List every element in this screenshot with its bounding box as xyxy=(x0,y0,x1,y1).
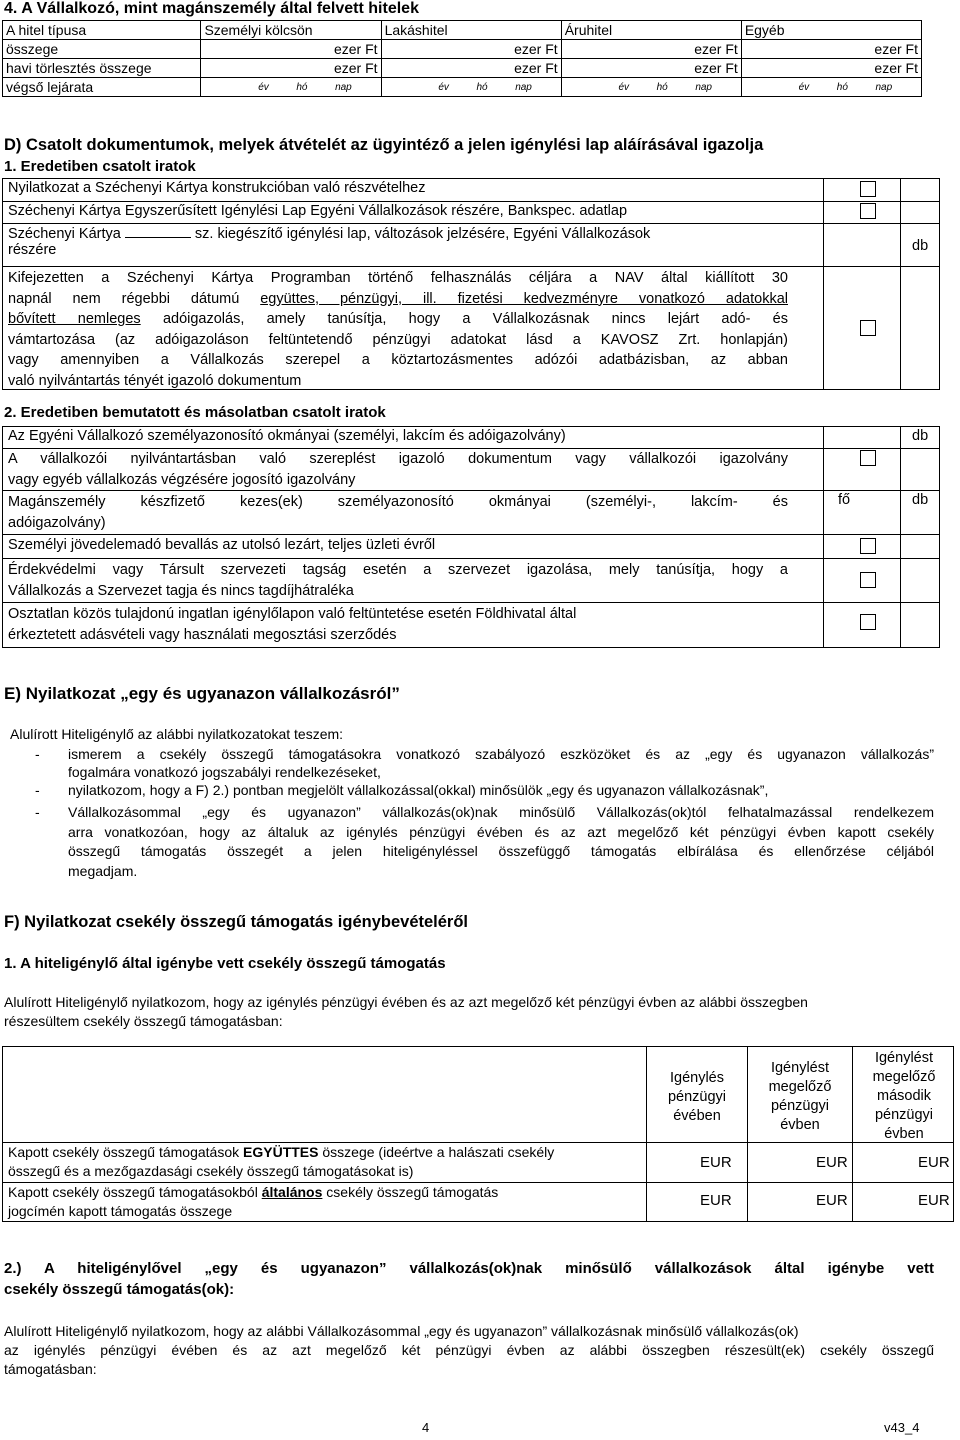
col-header-text: pénzügyi xyxy=(667,1089,727,1105)
eur-cell[interactable]: EUR xyxy=(918,1192,950,1209)
month-label: hó xyxy=(656,81,668,93)
statement-2: nyilatkozom, hogy a F) 2.) pontban megjelölt vállalkozással(okkal) minősülök „egy és ugyanazon vállalkozásnak”, xyxy=(68,782,769,798)
loan-due-cell[interactable] xyxy=(381,78,561,97)
loan-due-cell[interactable] xyxy=(741,78,921,97)
col-header-text: évben xyxy=(884,1126,924,1142)
loan-amount-cell[interactable]: ezer Ft xyxy=(561,40,741,59)
loans-header-row xyxy=(3,21,922,40)
section-e-title: E) Nyilatkozat „egy és ugyanazon vállalkozásról” xyxy=(4,684,400,703)
row-text: Kapott csekély összegű támogatások xyxy=(8,1144,244,1160)
nav-line-6: való nyilvántartás tényét igazoló dokumentum xyxy=(8,372,302,389)
row-total-support xyxy=(8,1143,648,1181)
land-line-1: Osztatlan közös tulajdonú ingatlan igénylőlapon való feltüntetése esetén Földhivatal által xyxy=(8,606,577,622)
section-f1-text-1: Alulírott Hiteligénylő nyilatkozom, hogy az igénylés pénzügyi évében és az azt megelőző két pénzügyi évben az alábbi összegben xyxy=(4,994,808,1010)
loan-installment-row xyxy=(3,59,922,78)
loan-installment-cell[interactable]: ezer Ft xyxy=(381,59,561,78)
col-header-text: megelőző xyxy=(768,1079,832,1095)
doc-row-szk-declaration: Nyilatkozat a Széchenyi Kártya konstrukcióban való részvételhez xyxy=(8,180,426,196)
nav-line-5: vagy amennyiben a Vállalkozás szerepel a köztartozásmentes adózói adatbázisban, az abban xyxy=(8,352,788,368)
page-number: 4 xyxy=(422,1420,430,1435)
loan-due-label: végső lejárata xyxy=(3,78,201,97)
loan-installment-cell[interactable]: ezer Ft xyxy=(201,59,381,78)
loan-due-row xyxy=(3,78,922,97)
col-header-text: pénzügyi xyxy=(770,1098,830,1114)
supplementary-form-label-cont: részére xyxy=(8,242,57,258)
loan-amount-cell[interactable]: ezer Ft xyxy=(381,40,561,59)
month-label: hó xyxy=(476,81,488,93)
row-total-line-1 xyxy=(8,1143,648,1162)
day-label: nap xyxy=(875,81,893,93)
bullet-dash: - xyxy=(35,782,40,798)
section-d-title: D) Csatolt dokumentumok, melyek átvételét az ügyintéző a jelen igénylési lap aláírásával igazolja xyxy=(4,136,764,154)
eur-cell[interactable]: EUR xyxy=(700,1192,732,1209)
doc-row-tax-return: Személyi jövedelemadó bevallás az utolsó lezárt, teljes üzleti évről xyxy=(8,537,436,553)
eur-cell[interactable]: EUR xyxy=(816,1192,848,1209)
row-text: összege (ideértve a halászati csekély xyxy=(318,1144,555,1160)
section-f1-title: 1. A hiteligénylő által igénybe vett csekély összegű támogatás xyxy=(4,955,446,972)
nav-text: napnál nem régebbi dátumú xyxy=(8,290,261,307)
consumer-loan-header: Áruhitel xyxy=(561,21,741,40)
eur-cell[interactable]: EUR xyxy=(918,1154,950,1171)
persons-unit-label: fő xyxy=(838,492,851,508)
section-e-intro: Alulírott Hiteligénylő az alábbi nyilatkozatokat teszem: xyxy=(10,726,344,742)
bullet-dash: - xyxy=(35,746,40,762)
statement-1-line-2: fogalmára vonatkozó jogszabályi rendelkezéseket, xyxy=(68,764,381,780)
section-f2-text xyxy=(4,1322,934,1379)
statement-1-line-1: ismerem a csekély összegű támogatásokra vonatkozó szabályozó eszközöket és az „egy és ugyanazon vállalkozás” xyxy=(68,746,934,762)
f2-text-line-2: az igénylés pénzügyi évében és az azt megelőző két pénzügyi évben az alábbi összegben részesült(ek) csekély összegű xyxy=(4,1342,934,1358)
col-header-current-year xyxy=(648,1069,746,1126)
col-header-text: megelőző xyxy=(872,1069,936,1085)
row-general-line-2: jogcímén kapott támogatás összege xyxy=(8,1203,233,1219)
col-header-previous-year xyxy=(749,1059,851,1135)
loan-installment-label: havi törlesztés összege xyxy=(3,59,201,78)
db-unit-label: db xyxy=(912,492,929,508)
szk-label: Széchenyi Kártya xyxy=(8,226,121,242)
doc-checkbox[interactable] xyxy=(860,320,876,336)
statement-1 xyxy=(68,745,934,781)
loan-amount-cell[interactable]: ezer Ft xyxy=(741,40,921,59)
loan-type-label: A hitel típusa xyxy=(3,21,201,40)
doc-row-land-registry xyxy=(8,604,788,645)
doc-row-membership xyxy=(8,560,788,601)
nav-underlined: bővített nemleges xyxy=(8,311,141,327)
doc-row-nav-certificate xyxy=(8,268,788,391)
doc-row-simplified-form: Széchenyi Kártya Egyszerűsített Igénylési Lap Egyéni Vállalkozások részére, Bankspec. adatlap xyxy=(8,203,628,219)
month-label: hó xyxy=(836,81,848,93)
col-header-text: Igénylést xyxy=(874,1050,934,1066)
statement-3 xyxy=(68,803,934,881)
db-unit-label: db xyxy=(912,428,929,444)
doc-checkbox[interactable] xyxy=(860,450,876,466)
row-total-line-2: összegű és a mezőgazdasági csekély összegű támogatásokat is) xyxy=(8,1163,414,1179)
loan-amount-row xyxy=(3,40,922,59)
housing-loan-header: Lakáshitel xyxy=(381,21,561,40)
other-loan-header: Egyéb xyxy=(741,21,921,40)
loan-due-cell[interactable] xyxy=(201,78,381,97)
section-4-title: 4. A Vállalkozó, mint magánszemély által felvett hitelek xyxy=(4,0,419,17)
loan-amount-label: összege xyxy=(3,40,201,59)
db-unit-label: db xyxy=(912,238,929,254)
nav-underlined: együttes, pénzügyi, ill. fizetési kedvezményre vonatkozó adatokkal xyxy=(260,290,788,307)
year-label: év xyxy=(438,81,449,93)
row-text-bold: EGYÜTTES xyxy=(243,1144,319,1160)
statement-3-line-2: arra vonatkozóan, hogy az általuk az igénylés pénzügyi évében és az azt megelőző két pénzügyi évben kapott csekély xyxy=(68,823,934,840)
row-text: Kapott csekély összegű támogatásokból xyxy=(8,1184,262,1200)
row-text-bold-underlined: általános xyxy=(261,1184,323,1200)
membership-line-1: Érdekvédelmi vagy Társult szervezeti tagság esetén a szervezet igazolása, mely tanúsítja, hogy a xyxy=(8,562,788,578)
nav-line-1: Kifejezetten a Széchenyi Kártya Programban történő felhasználás céljára a NAV által kiállított 30 xyxy=(8,270,788,286)
szk-number-field[interactable] xyxy=(125,225,191,238)
nav-line-4: vámtartozása (az adóigazoláson feltüntetendő pénzügyi adatokat lásd a KAVOSZ Zrt. honlapján) xyxy=(8,331,788,348)
doc-row-guarantor-ids xyxy=(8,492,788,533)
section-f-title: F) Nyilatkozat csekély összegű támogatás igénybevételéről xyxy=(4,913,469,931)
doc-row-registry xyxy=(8,449,788,490)
month-label: hó xyxy=(296,81,308,93)
year-label: év xyxy=(618,81,630,93)
section-d1-title: 1. Eredetiben csatolt iratok xyxy=(4,158,196,175)
f2-title-line-2: csekély összegű támogatás(ok): xyxy=(4,1281,235,1298)
eur-cell[interactable]: EUR xyxy=(700,1154,732,1171)
row-text: csekély összegű támogatás xyxy=(322,1184,499,1200)
section-d2-title: 2. Eredetiben bemutatott és másolatban csatolt iratok xyxy=(4,404,386,421)
personal-loan-header: Személyi kölcsön xyxy=(201,21,381,40)
loan-amount-cell[interactable]: ezer Ft xyxy=(201,40,381,59)
doc-row-supplementary-form xyxy=(8,225,808,258)
statement-3-line-1: Vállalkozásommal „egy és ugyanazon” vállalkozás(ok)nak minősülő Vállalkozás(ok)tól felhatalmazással rendelkezem xyxy=(68,804,934,820)
col-header-text: pénzügyi xyxy=(874,1107,934,1123)
registry-line-2: vagy egyéb vállalkozás végzésére jogosító igazolvány xyxy=(8,471,356,488)
f2-text-line-3: támogatásban: xyxy=(4,1361,97,1377)
f2-text-line-1: Alulírott Hiteligénylő nyilatkozom, hogy az alábbi Vállalkozásommal „egy és ugyanazon” vállalkozásnak minősülő vállalkozás(ok) xyxy=(4,1323,799,1339)
membership-line-2: Vállalkozás a Szervezet tagja és nincs tagdíjhátraléka xyxy=(8,582,354,599)
col-header-text: Igénylés xyxy=(669,1070,724,1086)
col-header-text: Igénylést xyxy=(770,1060,830,1076)
doc-row-id-documents: Az Egyéni Vállalkozó személyazonosító okmányai (személyi, lakcím és adóigazolvány) xyxy=(8,428,566,444)
year-label: év xyxy=(798,81,810,93)
version-label: v43_4 xyxy=(884,1420,920,1435)
loan-installment-cell[interactable]: ezer Ft xyxy=(741,59,921,78)
land-line-2: érkeztetett adásvételi vagy használati megosztási szerződés xyxy=(8,626,397,643)
row-general-support xyxy=(8,1183,648,1221)
loan-installment-cell[interactable]: ezer Ft xyxy=(561,59,741,78)
f2-title-line-1: 2.) A hiteligénylővel „egy és ugyanazon” vállalkozás(ok)nak minősülő vállalkozások által igénybe vett xyxy=(4,1260,934,1277)
nav-line-3 xyxy=(8,309,788,330)
bullet-dash: - xyxy=(35,804,40,820)
statement-3-line-3: összegű támogatás összegét a jelen hiteligényléssel összefüggő támogatás elbírálása és ellenőrzése céljából xyxy=(68,843,934,859)
registry-line-1: A vállalkozói nyilvántartásban való szereplést igazoló dokumentum vagy vállalkozói igazolvány xyxy=(8,451,788,467)
nav-text: adóigazolás, amely tanúsítja, hogy a Vállalkozásnak nincs lejárt adó- és xyxy=(140,311,788,327)
section-f2-title xyxy=(4,1258,934,1300)
loan-due-cell[interactable] xyxy=(561,78,741,97)
section-f1-text-2: részesültem csekély összegű támogatásban: xyxy=(4,1013,283,1029)
nav-line-2 xyxy=(8,289,788,310)
loans-table xyxy=(2,20,922,97)
doc-checkbox[interactable] xyxy=(860,572,876,588)
col-header-text: évben xyxy=(780,1117,820,1133)
day-label: nap xyxy=(695,81,712,93)
doc-checkbox[interactable] xyxy=(860,614,876,630)
col-header-text: második xyxy=(877,1088,931,1104)
col-header-second-previous-year xyxy=(854,1049,954,1144)
col-header-text: évében xyxy=(673,1108,721,1124)
supplementary-form-label: sz. kiegészítő igénylési lap, változások jelzésére, Egyéni Vállalkozások xyxy=(194,226,651,242)
eur-cell[interactable]: EUR xyxy=(816,1154,848,1171)
year-label: év xyxy=(258,81,269,93)
guarantor-line-1: Magánszemély készfizető kezes(ek) személyazonosító okmányai (személyi-, lakcím- és xyxy=(8,494,788,510)
day-label: nap xyxy=(515,81,532,93)
doc-checkbox[interactable] xyxy=(860,203,876,219)
doc-checkbox[interactable] xyxy=(860,181,876,197)
statement-3-line-4: megadjam. xyxy=(68,862,138,879)
day-label: nap xyxy=(335,81,352,93)
guarantor-line-2: adóigazolvány) xyxy=(8,514,106,531)
row-general-line-1 xyxy=(8,1183,648,1202)
doc-checkbox[interactable] xyxy=(860,538,876,554)
